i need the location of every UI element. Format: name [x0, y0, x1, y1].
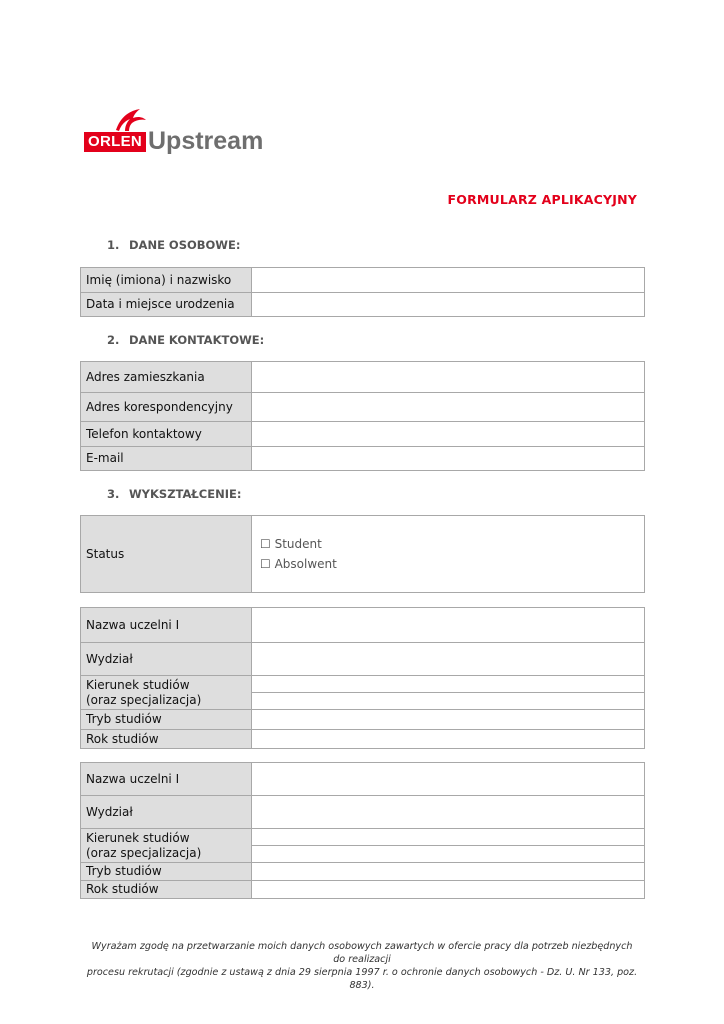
table-row — [81, 796, 645, 829]
consent-line-2: procesu rekrutacji (zgodnie z ustawą z dnia 29 sierpnia 1997 r. o ochronie danych osobowych - Dz. U. Nr 133, poz. 883). — [86, 967, 638, 991]
table-row — [81, 362, 645, 393]
faculty-field[interactable] — [252, 796, 645, 829]
status-options — [252, 516, 645, 593]
field-label-full-name: Imię (imiona) i nazwisko — [81, 268, 252, 293]
status-student-checkbox[interactable]: ☐ Student — [260, 537, 322, 551]
university-name-field[interactable] — [252, 608, 645, 643]
section-number: 2. — [107, 333, 120, 347]
field-label-study-mode: Tryb studiów — [81, 863, 252, 881]
section-title: DANE OSOBOWE: — [129, 238, 241, 252]
section-title: DANE KONTAKTOWE: — [129, 333, 265, 347]
field-label-major — [81, 829, 252, 863]
field-label-birth: Data i miejsce urodzenia — [81, 293, 252, 317]
university-table-2 — [80, 762, 645, 899]
field-label-study-year: Rok studiów — [81, 730, 252, 749]
orlen-eagle-icon — [114, 106, 148, 132]
field-label-faculty: Wydział — [81, 796, 252, 829]
company-logo — [84, 106, 264, 156]
field-label-major — [81, 676, 252, 710]
field-label-mailing-address: Adres korespondencyjny — [81, 393, 252, 422]
study-year-field[interactable] — [252, 881, 645, 899]
table-row — [81, 422, 645, 447]
specialization-field[interactable] — [252, 693, 645, 710]
study-mode-field[interactable] — [252, 863, 645, 881]
field-label-university-name: Nazwa uczelni I — [81, 763, 252, 796]
table-row — [81, 293, 645, 317]
table-row — [81, 516, 645, 593]
major-label-line1: Kierunek studiów — [86, 830, 190, 845]
email-field[interactable] — [252, 447, 645, 471]
field-label-phone: Telefon kontaktowy — [81, 422, 252, 447]
specialization-field[interactable] — [252, 846, 645, 863]
faculty-field[interactable] — [252, 643, 645, 676]
full-name-field[interactable] — [252, 268, 645, 293]
consent-note — [86, 940, 638, 992]
table-row — [81, 829, 645, 846]
table-row — [81, 730, 645, 749]
major-field[interactable] — [252, 676, 645, 693]
personal-data-table — [80, 267, 645, 317]
consent-line-1: Wyrażam zgodę na przetwarzanie moich danych osobowych zawartych w ofercie pracy dla potrzeb niezbędnych do realizacji — [91, 941, 633, 965]
logo-upstream-text: Upstream — [148, 127, 264, 155]
phone-field[interactable] — [252, 422, 645, 447]
section-heading-contact — [107, 333, 264, 347]
field-label-status: Status — [81, 516, 252, 593]
table-row — [81, 881, 645, 899]
major-label-line2: (oraz specjalizacja) — [86, 845, 202, 860]
section-number: 3. — [107, 487, 120, 501]
field-label-faculty: Wydział — [81, 643, 252, 676]
field-label-email: E-mail — [81, 447, 252, 471]
table-row — [81, 710, 645, 730]
home-address-field[interactable] — [252, 362, 645, 393]
major-label-line1: Kierunek studiów — [86, 677, 190, 692]
table-row — [81, 863, 645, 881]
section-title: WYKSZTAŁCENIE: — [129, 487, 242, 501]
contact-data-table — [80, 361, 645, 471]
study-year-field[interactable] — [252, 730, 645, 749]
birth-date-place-field[interactable] — [252, 293, 645, 317]
section-number: 1. — [107, 238, 120, 252]
field-label-university-name: Nazwa uczelni I — [81, 608, 252, 643]
table-row — [81, 447, 645, 471]
field-label-study-year: Rok studiów — [81, 881, 252, 899]
table-row — [81, 676, 645, 693]
section-heading-education — [107, 487, 241, 501]
table-row — [81, 763, 645, 796]
university-table-1 — [80, 607, 645, 749]
field-label-study-mode: Tryb studiów — [81, 710, 252, 730]
table-row — [81, 393, 645, 422]
status-table — [80, 515, 645, 593]
logo-orlen-box: ORLEN — [84, 132, 146, 152]
section-heading-personal — [107, 238, 240, 252]
major-label-line2: (oraz specjalizacja) — [86, 692, 202, 707]
table-row — [81, 268, 645, 293]
mailing-address-field[interactable] — [252, 393, 645, 422]
table-row — [81, 608, 645, 643]
university-name-field[interactable] — [252, 763, 645, 796]
major-field[interactable] — [252, 829, 645, 846]
table-row — [81, 643, 645, 676]
status-graduate-checkbox[interactable]: ☐ Absolwent — [260, 557, 337, 571]
study-mode-field[interactable] — [252, 710, 645, 730]
field-label-home-address: Adres zamieszkania — [81, 362, 252, 393]
form-title: FORMULARZ APLIKACYJNY — [447, 192, 637, 207]
